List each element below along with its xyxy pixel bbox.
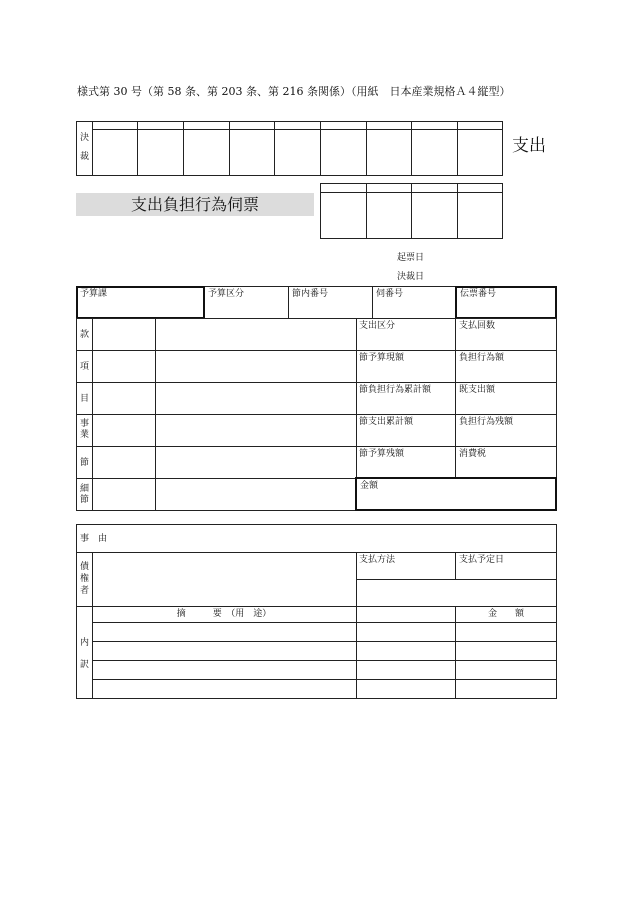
- page-title: 支出負担行為伺票: [130, 195, 259, 214]
- cumulative-commitment-label: 節負担行為累計額: [359, 385, 432, 395]
- jigyou-label-2: 業: [80, 430, 90, 440]
- form-note: 様式第 30 号（第 58 条、第 203 条、第 216 条関係）（用紙 日本産業規格Ａ４縦型）: [77, 85, 511, 98]
- saisetsu-label-1: 細: [80, 484, 90, 494]
- approval-date-label: 決裁日: [397, 272, 425, 282]
- total-amount-label: 金額: [360, 481, 379, 491]
- payment-date-label: 支払予定日: [459, 555, 505, 565]
- commitment-balance-label: 負担行為残額: [459, 417, 514, 427]
- approval-label-1: 決: [80, 133, 90, 143]
- moku-label: 目: [80, 394, 90, 404]
- inquiry-number-label: 伺番号: [376, 289, 404, 299]
- item-number-label: 節内番号: [292, 289, 329, 299]
- creditor-label-1: 債: [80, 562, 90, 572]
- payment-type-label: 支出区分: [359, 321, 396, 331]
- budget-balance-label: 節予算残額: [359, 449, 405, 459]
- amount-header: 金 額: [487, 609, 524, 619]
- creditor-label-3: 者: [80, 586, 90, 596]
- voucher-number-label: 伝票番号: [460, 289, 497, 299]
- total-amount-cell: [355, 477, 557, 511]
- payment-method-label: 支払方法: [359, 555, 396, 565]
- saisetsu-label-2: 節: [80, 495, 90, 505]
- kou-label: 項: [80, 362, 90, 372]
- current-budget-label: 節予算現額: [359, 353, 405, 363]
- summary-header: 摘 要 （用 途）: [176, 609, 272, 619]
- budget-section-label: 予算課: [80, 289, 108, 299]
- side-label: 支出: [512, 136, 546, 156]
- approval-label-2: 裁: [80, 152, 90, 162]
- budget-category-label: 予算区分: [208, 289, 245, 299]
- setsu-label: 節: [80, 458, 90, 468]
- issue-date-label: 起票日: [397, 253, 425, 263]
- jigyou-label-1: 事: [80, 419, 90, 429]
- breakdown-label-1: 内: [80, 638, 90, 648]
- consumption-tax-label: 消費税: [459, 449, 487, 459]
- creditor-label-2: 権: [80, 574, 90, 584]
- kan-label: 款: [80, 330, 90, 340]
- payment-count-label: 支払回数: [459, 321, 496, 331]
- reason-label: 事 由: [80, 534, 108, 544]
- commitment-amount-label: 負担行為額: [459, 353, 505, 363]
- cumulative-paid-label: 節支出累計額: [359, 417, 414, 427]
- already-paid-label: 既支出額: [459, 385, 496, 395]
- breakdown-label-2: 訳: [80, 660, 90, 670]
